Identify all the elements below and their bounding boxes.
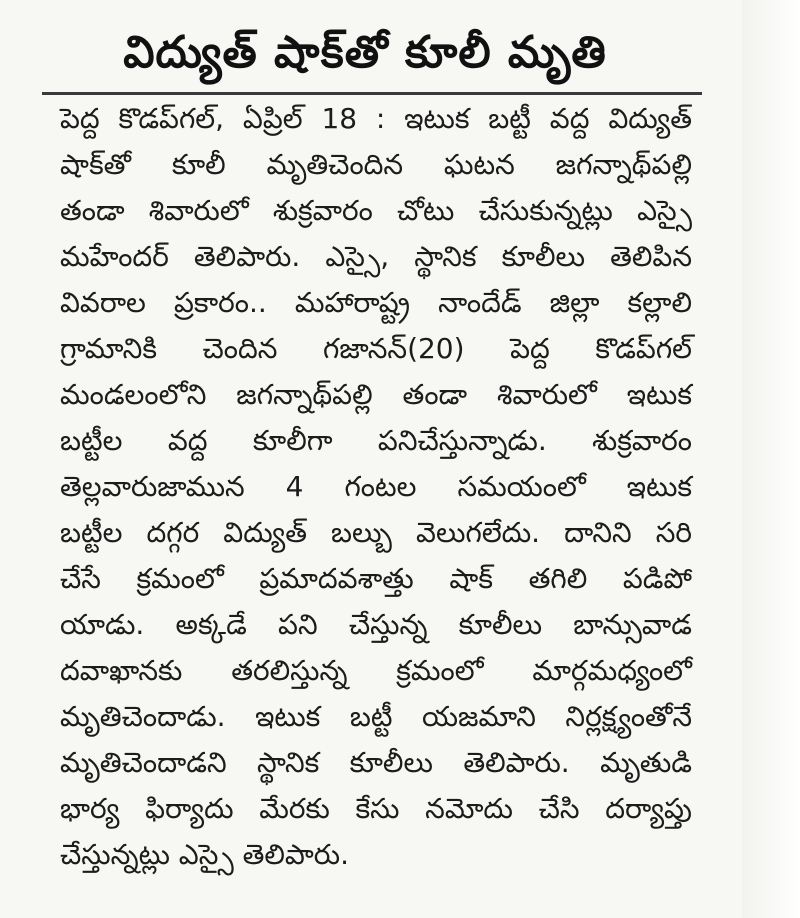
- article-line-last: చేస్తున్నట్లు ఎస్సై తెలిపారు.: [60, 838, 349, 871]
- article-line: బట్టీల వద్ద కూలీగా పనిచేస్తున్నాడు. శుక్రవారం: [60, 424, 692, 457]
- article-line: పెద్ద కొడప్‌గల్, ఏప్రిల్ 18 : ఇటుక బట్టీ వద్ద విద్యుత్: [60, 102, 692, 135]
- page-margin: [742, 0, 800, 918]
- article-line: మహేందర్ తెలిపారు. ఎస్సై, స్థానిక కూలీలు తెలిపిన: [60, 240, 692, 273]
- article-line: తండా శివారులో శుక్రవారం చోటు చేసుకున్నట్లు ఎస్సై: [60, 194, 692, 227]
- article-line: మండలంలోని జగన్నాథ్‌పల్లి తండా శివారులో ఇటుక: [60, 378, 692, 411]
- article-line: మృతిచెందాడు. ఇటుక బట్టీ యజమాని నిర్లక్ష్యంతోనే: [60, 700, 692, 733]
- article-line: బట్టీల దగ్గర విద్యుత్ బల్బు వెలుగలేదు. దానిని సరి: [60, 516, 692, 549]
- article-line: తెల్లవారుజామున 4 గంటల సమయంలో ఇటుక: [60, 470, 692, 503]
- article-line: షాక్‌తో కూలీ మృతిచెందిన ఘటన జగన్నాథ్‌పల్లి: [60, 148, 692, 181]
- article-line: వివరాల ప్రకారం.. మహారాష్ట్ర నాందేడ్ జిల్లా కల్లాలి: [60, 286, 692, 319]
- article-line: దవాఖానకు తరలిస్తున్న క్రమంలో మార్గమధ్యంలో: [60, 654, 692, 687]
- article-line: భార్య ఫిర్యాదు మేరకు కేసు నమోదు చేసి దర్యాప్తు: [60, 792, 692, 825]
- article-line: మృతిచెందాడని స్థానిక కూలీలు తెలిపారు. మృతుడి: [60, 746, 692, 779]
- article-line: యాడు. అక్కడే పని చేస్తున్న కూలీలు బాన్సువాడ: [60, 608, 692, 641]
- article-body: [60, 96, 692, 878]
- article-line: చేసే క్రమంలో ప్రమాదవశాత్తు షాక్ తగిలి పడిపో: [60, 562, 692, 595]
- article-line: గ్రామానికి చెందిన గజానన్(20) పెద్ద కొడప్‌గల్: [60, 332, 692, 365]
- article-headline: విద్యుత్ షాక్‌తో కూలీ మృతి: [123, 27, 607, 78]
- headline-divider: [42, 92, 702, 95]
